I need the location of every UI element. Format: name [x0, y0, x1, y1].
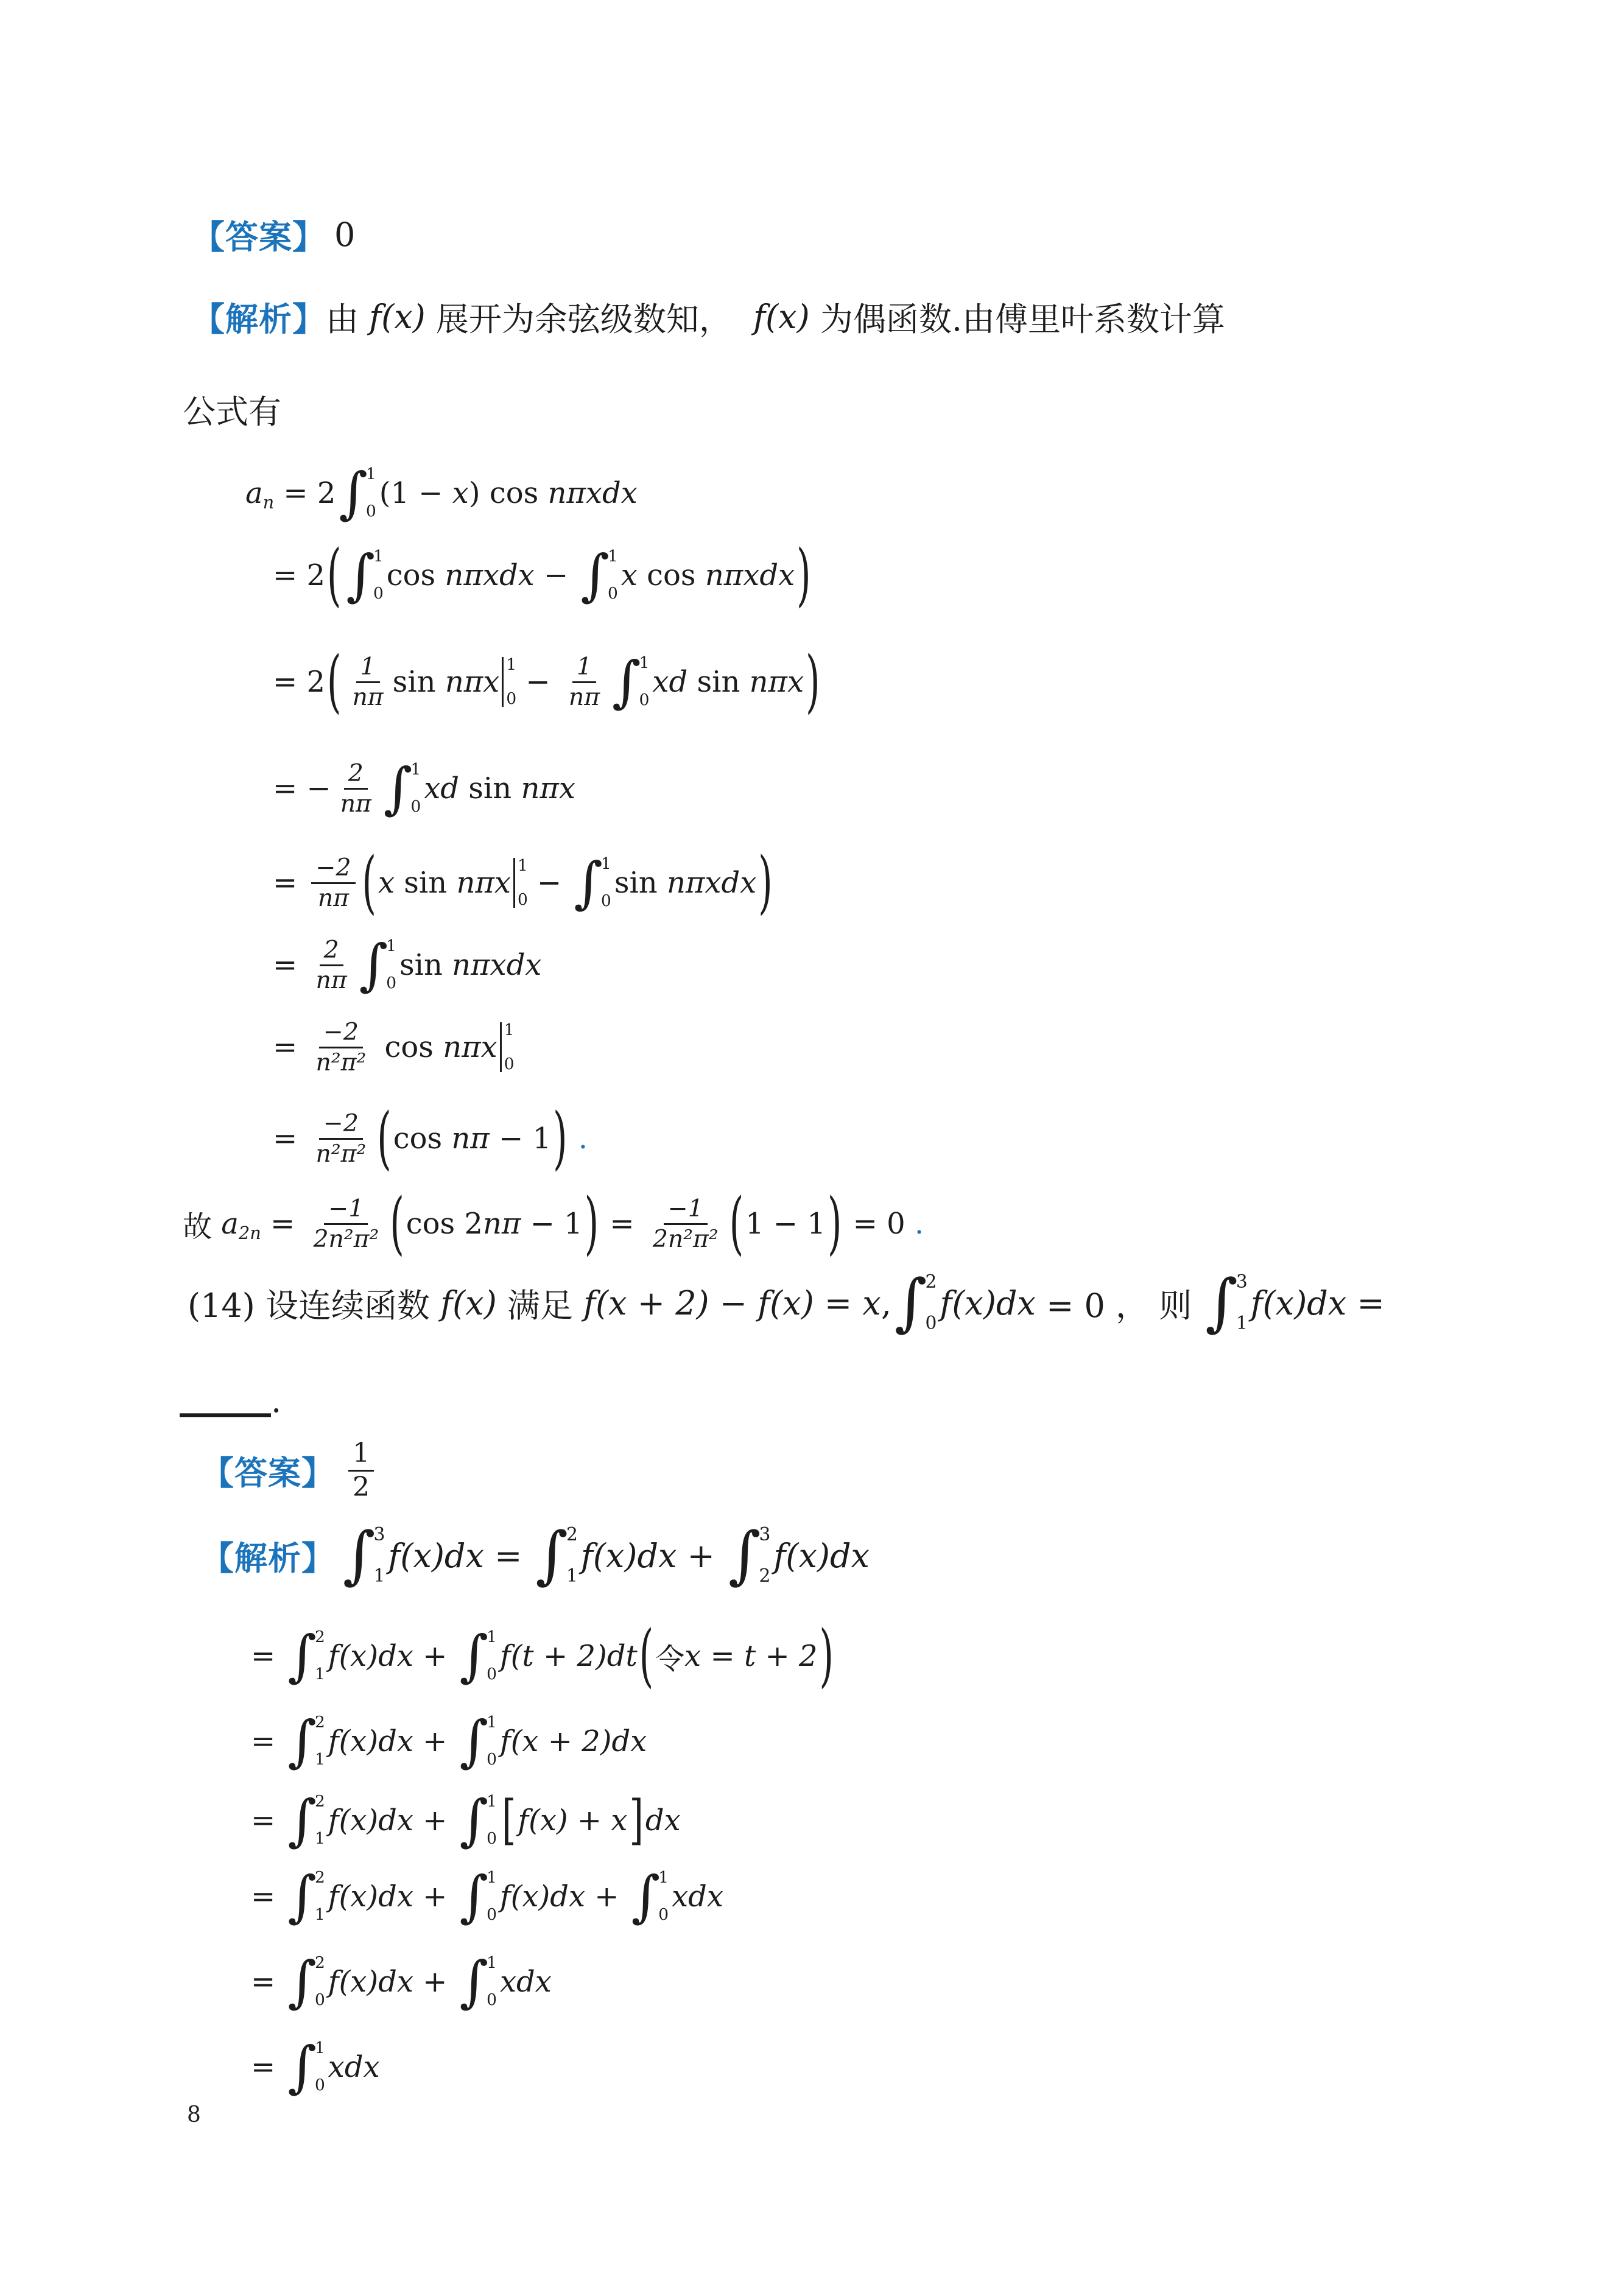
document-page: 【答案】 0 【解析】 由 f(x) 展开为余弦级数知， f(x) 为偶函数.由傅里叶系数计算 公式有 an = 2 ∫ 1 0 (1 − x ) cos nπxdx = 2 ( ∫ 1 0 cos nπxdx − ∫ 1 0 x cos nπxdx ) = 2 ( 1 nπ sin nπx 1 0 − $\frac{1}{n\pi}$ ∫ 1 0 xd sin nπx ) = − $\frac{2}{n\pi}$ ∫ 1 0 xd sin nπx = $\frac{-2}{n\pi}$ ( x sin nπx 1 0 − ∫ 1 0 sin nπxdx ) = $\frac{2}{n\pi}$ ∫ 1 0 sin nπxdx = $\frac{-2}{\text{n²π²}}$ cos nπx 1 0 = $\frac{-2}{\text{n²π²}}$ ( cos nπ − 1 ) . 故 a2n = $\frac{-1}{\text{2n²π²}}$ ( cos 2 nπ − 1 ) = $\frac{-1}{\text{2n²π²}}$ ( 1 − 1 ) = 0 . (14) 设连续函数 f(x) 满足 f(x + 2) − f(x) = x , ∫ 2 0 f(x)dx = 0 ， 则 ∫ 3 1 f(x)dx = . 【答案】 1 2 【解析】 ∫ 3 1 f(x)dx = ∫ 2 1 f(x)dx + ∫ 3 2 f(x)dx = ∫ 2 1 f(x)dx + ∫ 1 0 f(t + 2)dt ( 令 x = t + 2 ) = ∫ 2 1 f(x)dx + ∫ 1 0 f(x + 2)dx = ∫ 2 1 f(x)dx + ∫ 1 0 [ f(x) + x ] dx = ∫ 2 1 f(x)dx + ∫ 1 0 f(x)dx + ∫ 1 0 xdx = ∫ 2 0 f(x)dx + ∫ 1 0 xdx = ∫ 1 0 xdx 8	[0, 0, 1624, 2296]
page-number-text: 8	[187, 2102, 201, 2127]
